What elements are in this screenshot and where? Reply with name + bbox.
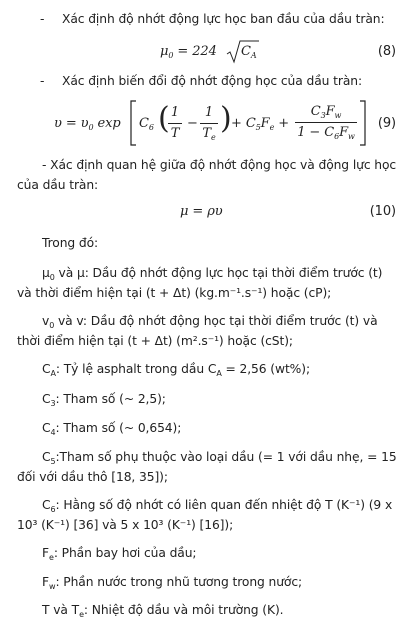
fraction-C3Fw: $\frac{C_3F_w}{1 - C_6F_w}$ bbox=[295, 102, 357, 143]
equation-number: (9) bbox=[377, 116, 396, 131]
equation-8: $\mu_0 = 224$ $C_A$ (8) bbox=[0, 37, 416, 67]
definition-item: $C_5:Tham$ số phụ thuộc vào loại dầu (= 1 với dầu nhẹ, = 15 đối với dầu thô [18, 35]); bbox=[17, 450, 397, 484]
section-heading: Trong đó: bbox=[42, 236, 99, 250]
right-bracket bbox=[359, 100, 367, 146]
bullet-text: Xác định biến đổi độ nhớt động học của dầu tràn: bbox=[62, 74, 362, 88]
equation-number: (10) bbox=[369, 204, 396, 219]
left-paren: ( bbox=[158, 101, 170, 136]
left-bracket bbox=[129, 100, 137, 146]
eq10-formula: μ = ρυ bbox=[180, 204, 223, 219]
equation-9: $\upsilon = \upsilon_0$ exp $C_6$ ( $\frac{1}{T}$ − $\frac{1}{T_e}$ ) + $C_5F_e$ + $\frac{C_3F_w}{1 - C_6F_w}$ (9) bbox=[0, 98, 416, 148]
definition-item: T và $T_e$: Nhiệt độ dầu và môi trường (K). bbox=[42, 603, 284, 619]
definition-item: $C_3$: Tham số (~ 2,5); bbox=[42, 392, 166, 408]
definition-item: $C_6$: Hằng số độ nhớt có liên quan đến nhiệt độ T (K⁻¹) (9 x 10³ (K⁻¹) [36] và 5 x 10³ (K⁻¹) [16]); bbox=[17, 498, 393, 532]
definition-item: $\mu_0$ và μ: Dầu độ nhớt động lực học tại thời điểm trước (t) và thời điểm hiện tại (t + Δt) (kg.m⁻¹.s⁻¹) hoặc (cP); bbox=[17, 266, 383, 300]
definition-item: $C_4$: Tham số (~ 0,654); bbox=[42, 421, 182, 437]
equation-10 bbox=[0, 199, 416, 229]
definition-item: $F_e$: Phần bay hơi của dầu; bbox=[42, 546, 197, 562]
definition-item: $F_w$: Phần nước trong nhũ tương trong nước; bbox=[42, 575, 303, 591]
fraction-1-over-T: $\frac{1}{T}$ bbox=[168, 103, 182, 144]
definition-item: $C_A$: Tỷ lệ asphalt trong dầu $C_A = 2,56$ (wt%); bbox=[42, 362, 310, 378]
fraction-1-over-Te: $\frac{1}{T_e}$ bbox=[200, 103, 218, 144]
bullet-text: Xác định độ nhớt động lực học ban đầu của dầu tràn: bbox=[62, 12, 385, 26]
paragraph: - Xác định quan hệ giữa độ nhớt động học và động lực học của dầu tràn: bbox=[17, 158, 397, 192]
bullet-dash: - bbox=[40, 74, 45, 88]
eq8-lhs: μ bbox=[160, 44, 169, 59]
eq8-rhs: = 224 bbox=[177, 44, 217, 59]
eq8-radicand: C bbox=[241, 44, 251, 59]
bullet-dash: - bbox=[40, 12, 45, 26]
right-paren: ) bbox=[220, 101, 232, 136]
definition-item: $v_0$ và v: Dầu độ nhớt động học tại thời điểm trước (t) và thời điểm hiện tại (t + Δt) (m².s⁻¹) hoặc (cSt); bbox=[17, 314, 378, 348]
equation-number: (8) bbox=[377, 44, 396, 59]
